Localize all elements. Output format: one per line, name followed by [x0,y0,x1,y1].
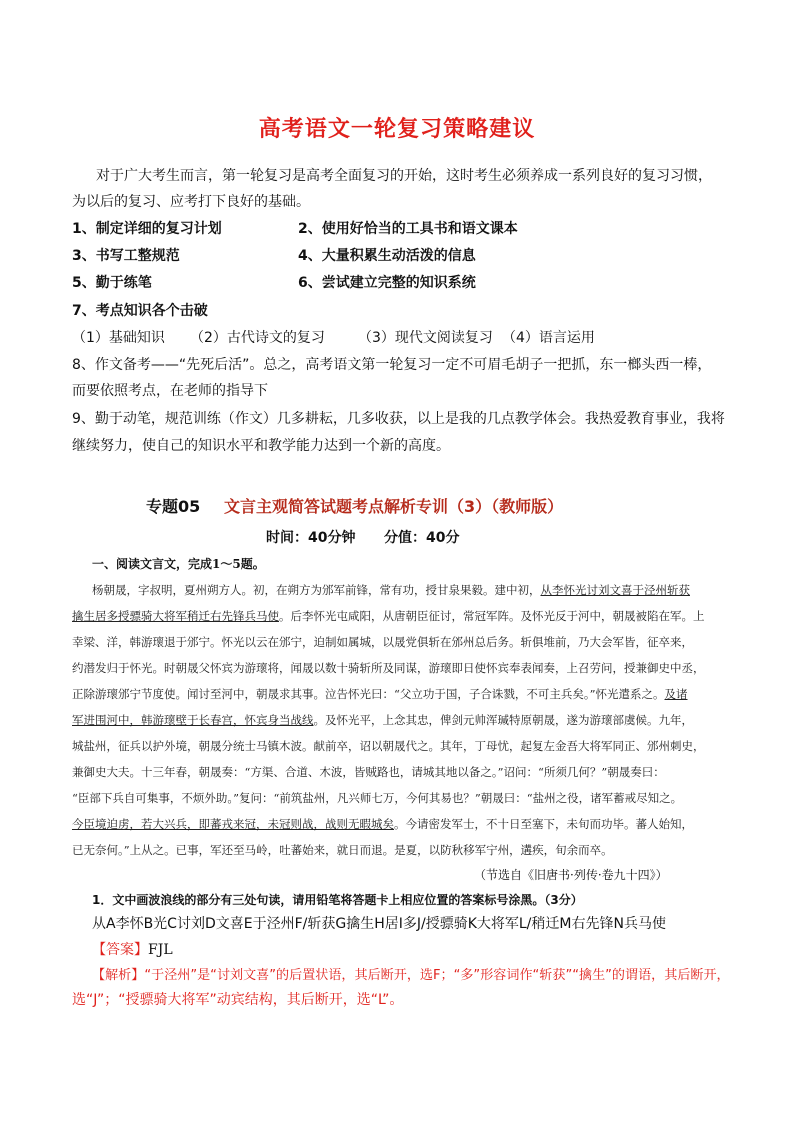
passage-text: 。今请密发军士，不十日至塞下，未旬而功毕。蕃人始知， [394,817,693,831]
score-total: 分值：40分 [384,530,460,546]
answer-label: 【答案】 [92,942,148,958]
passage-line [92,582,690,598]
analysis-line-2: 选“J”；“授骠骑大将军”动宾结构，其后断开，选“L”。 [72,992,404,1008]
tip-3: 3、书写工整规范 [72,248,180,264]
intro-line-1: 对于广大考生而言，第一轮复习是高考全面复习的开始，这时考生必须养成一系列良好的复习习惯， [96,168,712,184]
passage-line [72,712,693,728]
tip-1: 1、制定详细的复习计划 [72,221,222,237]
tip-7-item: （3）现代文阅读复习 [358,330,493,346]
question-1-options: 从A李怀B光C讨刘D文喜E于泾州F/斩获G擒生H居I多J/授骠骑K大将军L/稍迁M右先锋N兵马使 [92,916,666,932]
tip-9-line-1: 9、勤于动笔，规范训练（作文）几多耕耘，几多收获，以上是我的几点教学体会。我热爱教育事业，我将 [72,411,725,427]
topic-heading: 文言主观简答试题考点解析专训（3）（教师版） [224,497,564,516]
passage-text: 正除游瓌邠宁节度使。闻讨至河中，朝晟求其事。泣告怀光曰：“父立功于国，子合诛戮，不可主兵矣。”怀光遣系之。 [72,687,665,701]
time-limit: 时间：40分钟 [266,530,356,546]
tip-7-item: （2）古代诗文的复习 [190,330,325,346]
passage-line [72,816,693,832]
page-title: 高考语文一轮复习策略建议 [258,117,536,142]
tip-7: 7、考点知识各个击破 [72,303,208,319]
passage-line: 已无奈何。”上从之。已事，军还至马岭，吐蕃始来，就日而退。是夏，以防秋移军宁州，遘疾，旬余而卒。 [72,843,613,857]
passage-text: 杨朝晟，字叔明，夏州朔方人。初，在朔方为邠军前锋，常有功，授甘泉果毅。建中初， [92,583,541,597]
passage-wavy-segment: 擒生居多授骠骑大将军稍迁右先锋兵马使 [72,609,279,623]
answer-value: FJL [148,942,173,958]
answer-line [92,940,173,960]
passage-text: 。后李怀光屯咸阳，从唐朝臣征讨，常冠军阵。及怀光反于河中，朝晟被陷在军。上 [279,609,705,623]
passage-line: 幸梁、洋，韩游瓌退于邠宁。怀光以云在邠宁，迫制如属城，以晟党俱斩在邠州总后务。斩俱堆前，乃大会军皆，征卒来， [72,635,693,649]
tip-8-line-2: 而要依照考点，在老师的指导下 [72,383,268,399]
tip-6: 6、尝试建立完整的知识系统 [298,275,476,291]
question-1: 1．文中画波浪线的部分有三处句读，请用铅笔将答题卡上相应位置的答案标号涂黑。（3分） [92,893,583,907]
passage-line: 城盐州，征兵以护外境，朝晟分统士马镇木波。献前卒，诏以朝晟代之。其年，丁母忧，起复左金吾大将军同正、邠州刺史， [72,739,705,753]
topic-number: 专题05 [146,497,201,516]
tip-7-item: （1）基础知识 [72,330,165,346]
passage-line: 兼御史大夫。十三年春，朝晟奏：“方渠、合道、木波，皆贼路也，请城其地以备之。”诏问：“所须几何？”朝晟奏曰： [72,765,665,779]
analysis-line-1: 【解析】“于泾州”是“讨刘文喜”的后置状语，其后断开，选F；“多”形容词作“斩获”“擒生”的谓语，其后断开， [92,968,730,983]
tip-2: 2、使用好恰当的工具书和语文课本 [298,221,518,237]
passage-underline-segment: 军进围河中，韩游瓌壁于长春宫，怀宾身当战线 [72,713,314,727]
passage-underline-segment: 及诸 [664,687,688,701]
passage-line [72,608,705,624]
tip-4: 4、大量积累生动活泼的信息 [298,248,476,264]
passage-line: “臣部下兵自可集事，不烦外助。”复问：“前筑盐州，凡兴师七万，今何其易也？”朝晟曰：“盐州之役，诸军蓄戒尽知之。 [72,791,683,805]
tip-9-line-2: 继续努力，使自己的知识水平和教学能力达到一个新的高度。 [72,438,450,454]
section-heading: 一、阅读文言文，完成1～5题。 [92,557,265,571]
tip-7-item: （4）语言运用 [502,330,595,346]
intro-line-2: 为以后的复习、应考打下良好的基础。 [72,194,310,210]
tip-5: 5、勤于练笔 [72,275,152,291]
passage-line [72,686,688,702]
tip-8-line-1: 8、作文备考——“先死后活”。总之，高考语文第一轮复习一定不可眉毛胡子一把抓，东一榔头西一棒， [72,357,712,373]
passage-wavy-segment: 从李怀光讨刘文喜于泾州斩获 [540,583,690,597]
passage-source: （节选自《旧唐书·列传·卷九十四》） [474,868,668,882]
passage-underline-segment: 今臣境迫虏，若大兴兵，即蕃戎来冠，未冠则战，战则无暇城矣 [72,817,394,831]
passage-line: 约潜发归于怀光。时朝晟父怀宾为游瓌将，闻晟以数十骑斩所及同谋，游瓌即日使怀宾奉表闻奏，上召劳问，授兼御史中丞， [72,661,705,675]
passage-text: 。及怀光平，上念其忠，俾剑元帅浑瑊特原朝晟，遂为游瓌部虞候。九年， [313,713,693,727]
